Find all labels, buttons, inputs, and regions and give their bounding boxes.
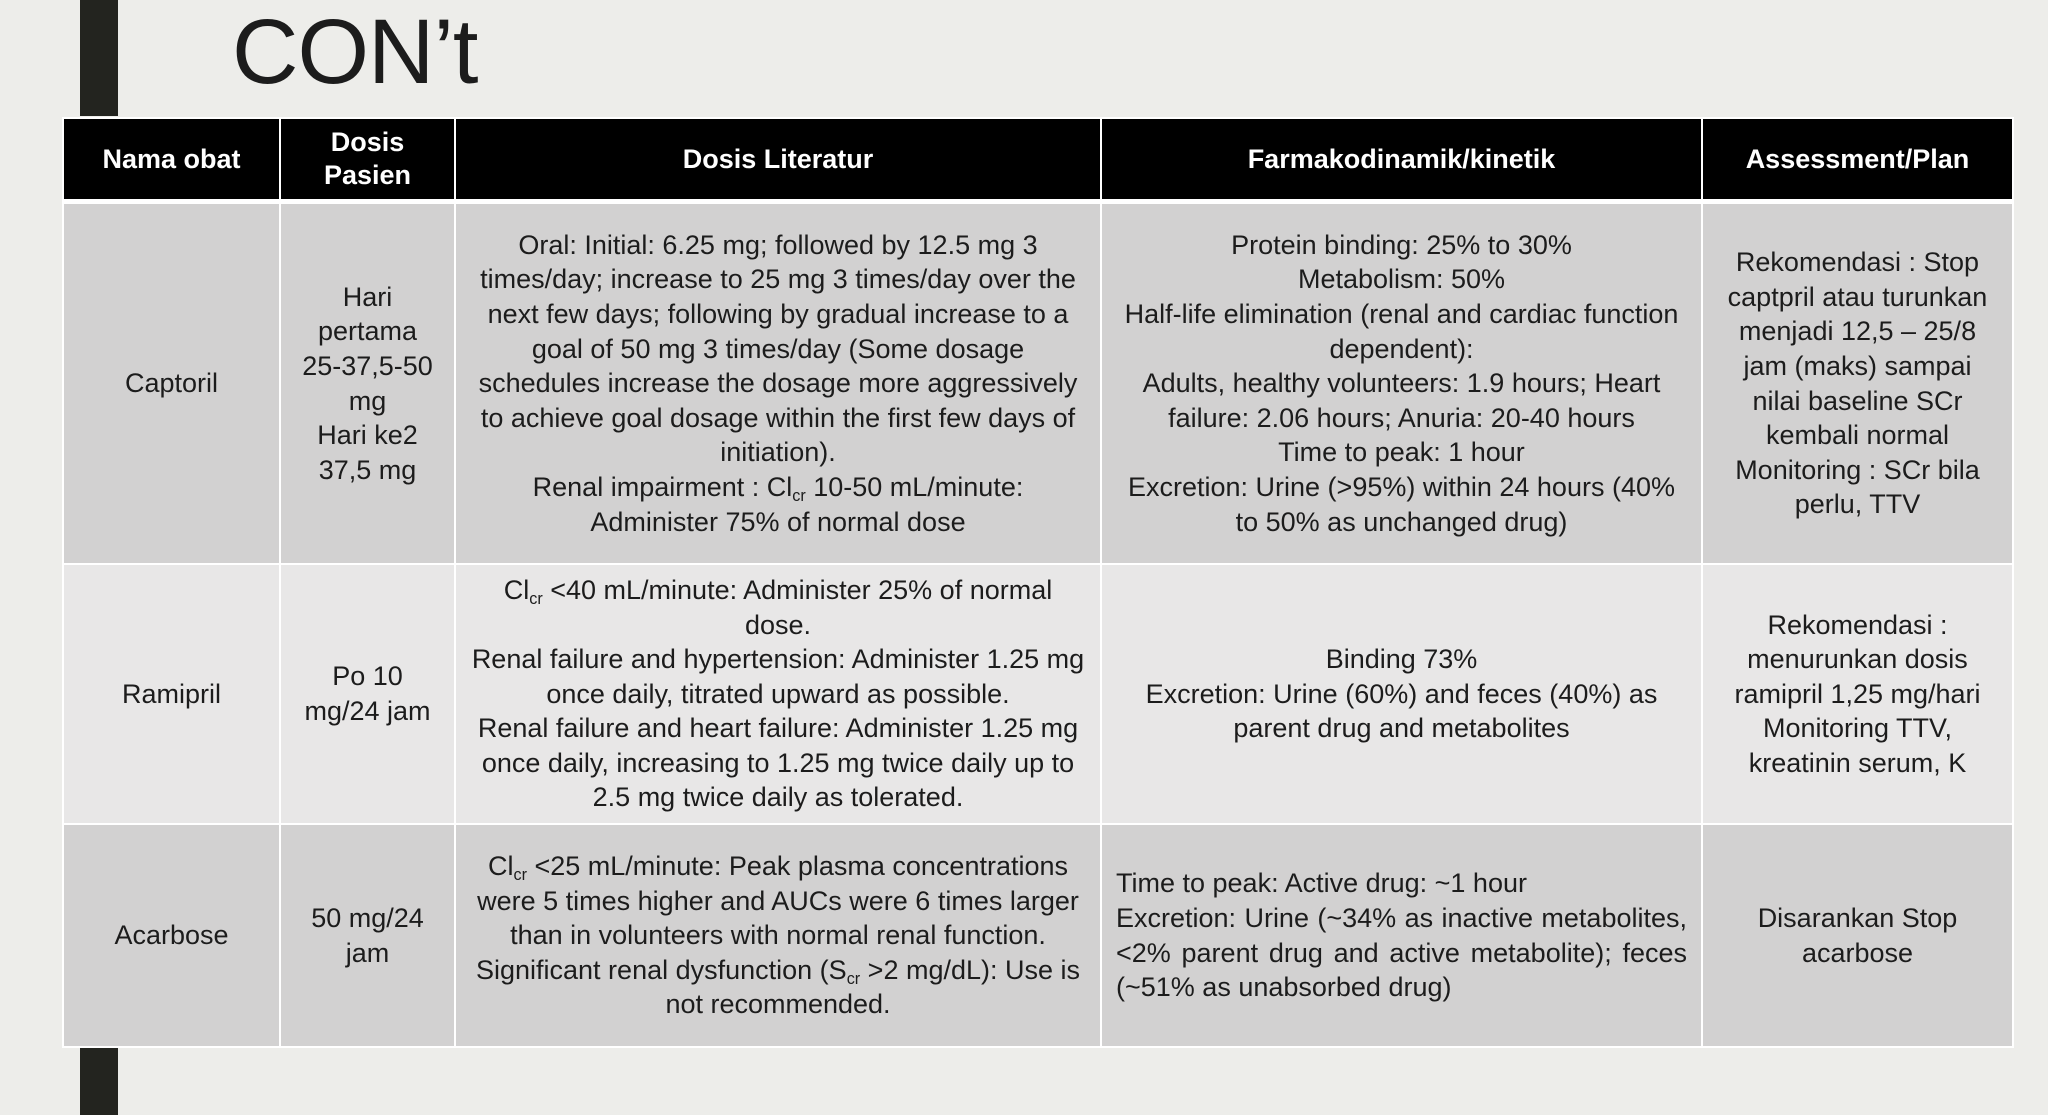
patient-dose-cell (280, 202, 455, 565)
pharmacokinetics-cell (1101, 564, 1702, 824)
dose-line: mg/24 jam (304, 696, 431, 726)
assessment-plan-cell (1702, 824, 2013, 1047)
dose-line: 37,5 mg (318, 454, 417, 485)
header-nama-obat: Nama obat (63, 118, 280, 202)
pk-line: Excretion: Urine (>95%) within 24 hours (40% to 50% as unchanged drug) (1127, 471, 1675, 537)
pk-line: Time to peak: Active drug: ~1 hour (1116, 868, 1527, 899)
assessment-plan-cell (1702, 564, 2013, 824)
dose-line: Hari ke2 (317, 420, 418, 451)
header-dosis-pasien-line: Pasien (323, 160, 412, 190)
literature-subscript: cr (792, 486, 806, 505)
literature-subscript: cr (513, 865, 527, 884)
dose-line: pertama (317, 316, 418, 347)
plan-line: Disarankan Stop acarbose (1757, 902, 1958, 968)
pk-line: Metabolism: 50% (1297, 264, 1506, 295)
plan-line: Rekomendasi : menurunkan dosis ramipril 1,25 mg/hari (1734, 609, 1981, 709)
accent-bar-top (80, 0, 118, 116)
literature-text: <25 mL/minute: Peak plasma concentrations were 5 times higher and AUCs were 6 times larger than in volunteers with normal renal function. (477, 851, 1079, 951)
header-farmakodinamik-kinetik: Farmakodinamik/kinetik (1101, 118, 1702, 202)
table-row (63, 202, 2013, 565)
literature-paragraph (470, 573, 1086, 642)
pharmacokinetics-cell (1101, 202, 1702, 565)
plan-line: Monitoring : SCr bila perlu, TTV (1735, 454, 1980, 520)
header-dosis-pasien-line: Dosis (330, 127, 405, 157)
plan-line: Monitoring TTV, kreatinin serum, K (1748, 713, 1967, 778)
literature-dose-cell (455, 564, 1101, 824)
literature-subscript: cr (529, 589, 543, 608)
pk-line: Binding 73% (1325, 644, 1478, 675)
dose-line: Hari (342, 281, 393, 312)
literature-paragraph: Oral: Initial: 6.25 mg; followed by 12.5 mg 3 times/day; increase to 25 mg 3 times/day over the next few days; following by gradual increase to a goal of 50 mg 3 times/day (Some dosage schedules increase the dosage more aggressively to achieve goal dosage within the first few days of initiation). (478, 229, 1078, 468)
literature-dose-cell (455, 824, 1101, 1047)
literature-paragraph: Renal failure and hypertension: Administer 1.25 mg once daily, titrated upward as possible. (471, 644, 1085, 709)
dose-line: 25-37,5-50 (302, 350, 433, 381)
literature-text: <40 mL/minute: Administer 25% of normal dose. (542, 574, 1053, 640)
literature-paragraph (470, 849, 1086, 953)
drug-name-cell: Acarbose (63, 824, 280, 1047)
pk-line: Adults, healthy volunteers: 1.9 hours; Heart failure: 2.06 hours; Anuria: 20-40 hours (1142, 368, 1661, 433)
dose-line: mg (348, 385, 387, 416)
plan-line: Rekomendasi : Stop captpril atau turunkan menjadi 12,5 – 25/8 jam (maks) sampai nilai baseline SCr kembali normal (1727, 247, 1988, 451)
slide-title: CON’t (232, 1, 478, 103)
literature-text: Significant renal dysfunction (S (475, 954, 847, 985)
literature-paragraph (470, 953, 1086, 1022)
pk-line: Protein binding: 25% to 30% (1231, 229, 1572, 260)
literature-paragraph: Renal failure and heart failure: Administer 1.25 mg once daily, increasing to 1.25 mg twice daily up to 2.5 mg twice daily as tolerated. (477, 713, 1079, 813)
pk-line: Excretion: Urine (~34% as inactive metabolites, <2% parent drug and active metabolite); feces (~51% as unabsorbed drug) (1116, 902, 1687, 1003)
literature-paragraph (470, 470, 1086, 539)
literature-text: 10-50 mL/minute: Administer 75% of normal dose (590, 471, 1024, 537)
pk-line: Time to peak: 1 hour (1278, 437, 1525, 468)
drug-name-cell: Ramipril (63, 564, 280, 824)
drug-name-cell: Captoril (63, 202, 280, 565)
literature-text: Cl (487, 851, 514, 882)
table-header-row (63, 118, 2013, 202)
literature-dose-cell (455, 202, 1101, 565)
patient-dose-cell (280, 824, 455, 1047)
header-dosis-pasien (280, 118, 455, 202)
pk-line: Half-life elimination (renal and cardiac function dependent): (1124, 299, 1679, 364)
header-dosis-literatur: Dosis Literatur (455, 118, 1101, 202)
literature-text: Cl (503, 574, 530, 605)
literature-text: Renal impairment : Cl (532, 471, 793, 502)
dose-line: jam (345, 937, 390, 968)
patient-dose-cell (280, 564, 455, 824)
accent-bar-bottom (80, 1045, 118, 1115)
dose-line: Po 10 (332, 661, 403, 692)
table-row (63, 564, 2013, 824)
table-row (63, 824, 2013, 1047)
pharmacokinetics-cell (1101, 824, 1702, 1047)
dose-line: 50 mg/24 (311, 902, 424, 933)
pk-line: Excretion: Urine (60%) and feces (40%) as parent drug and metabolites (1145, 678, 1658, 744)
header-assessment-plan: Assessment/Plan (1702, 118, 2013, 202)
literature-text: >2 mg/dL): Use is not recommended. (665, 954, 1081, 1020)
literature-subscript: cr (846, 969, 861, 988)
assessment-plan-cell (1702, 202, 2013, 565)
drug-table (62, 117, 2014, 1048)
